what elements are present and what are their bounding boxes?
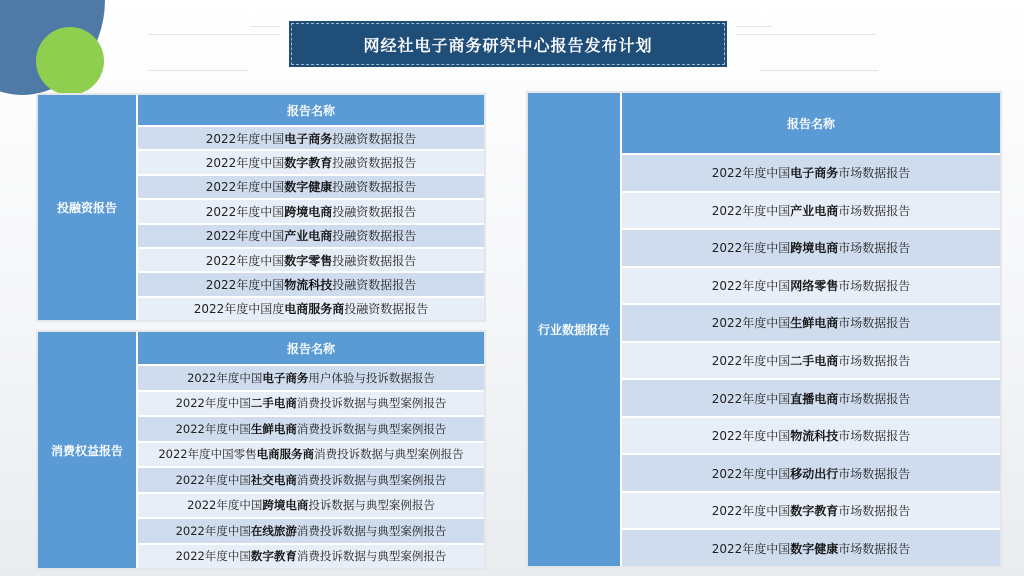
report-name-topic: 直播电商: [790, 391, 839, 406]
report-name-prefix: 2022年度中国: [205, 253, 285, 268]
report-name-topic: 网络零售: [790, 278, 839, 293]
report-name-topic: 数字教育: [790, 504, 839, 519]
report-row: [138, 492, 484, 518]
report-name-prefix: 2022年度中国零售: [158, 447, 257, 462]
report-name-topic: 社交电商: [250, 472, 297, 487]
report-name-suffix: 市场数据报告: [838, 466, 911, 481]
report-name-prefix: 2022年度中国: [711, 203, 791, 218]
report-name-prefix: 2022年度中国: [711, 541, 791, 556]
report-name-topic: 产业电商: [284, 229, 333, 244]
report-name-prefix: 2022年度中国: [175, 523, 251, 538]
report-row: [622, 528, 1000, 566]
report-name-topic: 在线旅游: [250, 523, 297, 538]
report-name-topic: 产业电商: [790, 203, 839, 218]
report-row: [138, 517, 484, 543]
investment-report-section: [36, 93, 486, 322]
report-row: [138, 441, 484, 467]
report-name-prefix: 2022年度中国度: [193, 302, 285, 317]
report-name-suffix: 消费投诉数据与典型案例报告: [296, 549, 447, 564]
report-name-prefix: 2022年度中国: [175, 549, 251, 564]
report-name-topic: 电子商务: [284, 131, 333, 146]
report-name-prefix: 2022年度中国: [205, 180, 285, 195]
report-name-topic: 电子商务: [262, 370, 309, 385]
report-name-prefix: 2022年度中国: [711, 429, 791, 444]
report-row: [138, 466, 484, 492]
report-name-suffix: 投融资数据报告: [344, 302, 429, 317]
report-list: [622, 93, 1000, 566]
report-name-suffix: 市场数据报告: [838, 504, 911, 519]
report-name-suffix: 用户体验与投诉数据报告: [308, 370, 435, 385]
report-row: [138, 149, 484, 173]
report-name-suffix: 消费投诉数据与典型案例报告: [296, 523, 447, 538]
category-label: 消费权益报告: [38, 332, 138, 568]
industry-data-report-section: [526, 91, 1002, 568]
report-name-suffix: 市场数据报告: [838, 241, 911, 256]
report-name-prefix: 2022年度中国: [711, 504, 791, 519]
category-label: 投融资报告: [38, 95, 138, 320]
report-name-topic: 数字零售: [284, 253, 333, 268]
column-header: 报告名称: [138, 332, 484, 364]
page-title: 网经社电子商务研究中心报告发布计划: [291, 23, 725, 65]
report-row: [138, 543, 484, 569]
report-name-prefix: 2022年度中国: [711, 466, 791, 481]
report-name-suffix: 投融资数据报告: [332, 180, 417, 195]
report-name-suffix: 市场数据报告: [838, 541, 911, 556]
report-row: [138, 415, 484, 441]
report-name-topic: 跨境电商: [790, 241, 839, 256]
report-name-suffix: 投融资数据报告: [332, 253, 417, 268]
report-name-prefix: 2022年度中国: [175, 396, 251, 411]
report-name-prefix: 2022年度中国: [205, 131, 285, 146]
report-row: [622, 491, 1000, 529]
report-name-prefix: 2022年度中国: [205, 156, 285, 171]
report-row: [138, 296, 484, 320]
report-name-topic: 二手电商: [250, 396, 297, 411]
report-name-prefix: 2022年度中国: [175, 421, 251, 436]
report-row: [622, 266, 1000, 304]
report-name-prefix: 2022年度中国: [711, 278, 791, 293]
report-name-suffix: 消费投诉数据与典型案例报告: [296, 396, 447, 411]
report-row: [622, 378, 1000, 416]
report-name-prefix: 2022年度中国: [711, 354, 791, 368]
report-row: [138, 247, 484, 271]
report-name-topic: 物流科技: [284, 277, 333, 292]
report-name-suffix: 市场数据报告: [838, 278, 911, 293]
report-row: [138, 364, 484, 390]
report-name-topic: 电商服务商: [256, 447, 315, 462]
report-name-topic: 二手电商: [790, 354, 839, 368]
report-name-prefix: 2022年度中国: [175, 472, 251, 487]
report-name-suffix: 消费投诉数据与典型案例报告: [296, 421, 447, 436]
report-name-prefix: 2022年度中国: [205, 277, 285, 292]
report-name-prefix: 2022年度中国: [187, 370, 263, 385]
report-name-topic: 跨境电商: [262, 498, 309, 513]
report-name-topic: 生鲜电商: [790, 316, 839, 331]
report-name-suffix: 市场数据报告: [838, 391, 911, 406]
category-label: 行业数据报告: [528, 93, 622, 566]
report-row: [138, 390, 484, 416]
report-row: [138, 198, 484, 222]
report-row: [138, 125, 484, 149]
report-name-topic: 数字教育: [284, 156, 333, 171]
report-name-topic: 数字健康: [284, 180, 333, 195]
report-name-prefix: 2022年度中国: [205, 229, 285, 244]
report-name-topic: 移动出行: [790, 466, 839, 481]
consumer-rights-report-section: [36, 330, 486, 570]
report-name-suffix: 投融资数据报告: [332, 156, 417, 171]
report-name-prefix: 2022年度中国: [711, 316, 791, 331]
report-list: [138, 95, 484, 320]
report-row: [138, 174, 484, 198]
report-row: [622, 416, 1000, 454]
report-name-prefix: 2022年度中国: [711, 391, 791, 406]
report-name-suffix: 市场数据报告: [838, 166, 911, 181]
report-row: [622, 341, 1000, 379]
report-name-suffix: 投融资数据报告: [332, 229, 417, 244]
report-row: [622, 153, 1000, 191]
report-name-suffix: 消费投诉数据与典型案例报告: [314, 447, 464, 462]
report-name-topic: 物流科技: [790, 429, 839, 444]
column-header: 报告名称: [622, 93, 1000, 153]
report-name-topic: 数字健康: [790, 541, 839, 556]
report-name-topic: 数字教育: [250, 549, 297, 564]
column-header: 报告名称: [138, 95, 484, 125]
report-name-topic: 生鲜电商: [250, 421, 297, 436]
report-name-suffix: 市场数据报告: [838, 203, 911, 218]
report-name-topic: 电商服务商: [284, 302, 345, 317]
report-name-suffix: 市场数据报告: [838, 429, 911, 444]
report-name-suffix: 市场数据报告: [838, 316, 911, 331]
report-name-suffix: 市场数据报告: [838, 354, 911, 368]
report-name-suffix: 消费投诉数据与典型案例报告: [296, 472, 447, 487]
report-name-prefix: 2022年度中国: [711, 166, 791, 181]
report-list: [138, 332, 484, 568]
report-name-prefix: 2022年度中国: [711, 241, 791, 256]
report-row: [138, 271, 484, 295]
report-name-prefix: 2022年度中国: [205, 204, 285, 219]
report-name-topic: 电子商务: [790, 166, 839, 181]
decorative-green-circle: [36, 27, 104, 95]
report-name-prefix: 2022年度中国: [187, 498, 263, 513]
report-name-suffix: 投诉数据与典型案例报告: [308, 498, 435, 513]
report-row: [622, 191, 1000, 229]
report-name-topic: 跨境电商: [284, 204, 333, 219]
report-row: [622, 303, 1000, 341]
report-row: [622, 453, 1000, 491]
report-row: [622, 228, 1000, 266]
report-name-suffix: 投融资数据报告: [332, 204, 417, 219]
report-row: [138, 223, 484, 247]
report-name-suffix: 投融资数据报告: [332, 131, 417, 146]
report-name-suffix: 投融资数据报告: [332, 277, 417, 292]
